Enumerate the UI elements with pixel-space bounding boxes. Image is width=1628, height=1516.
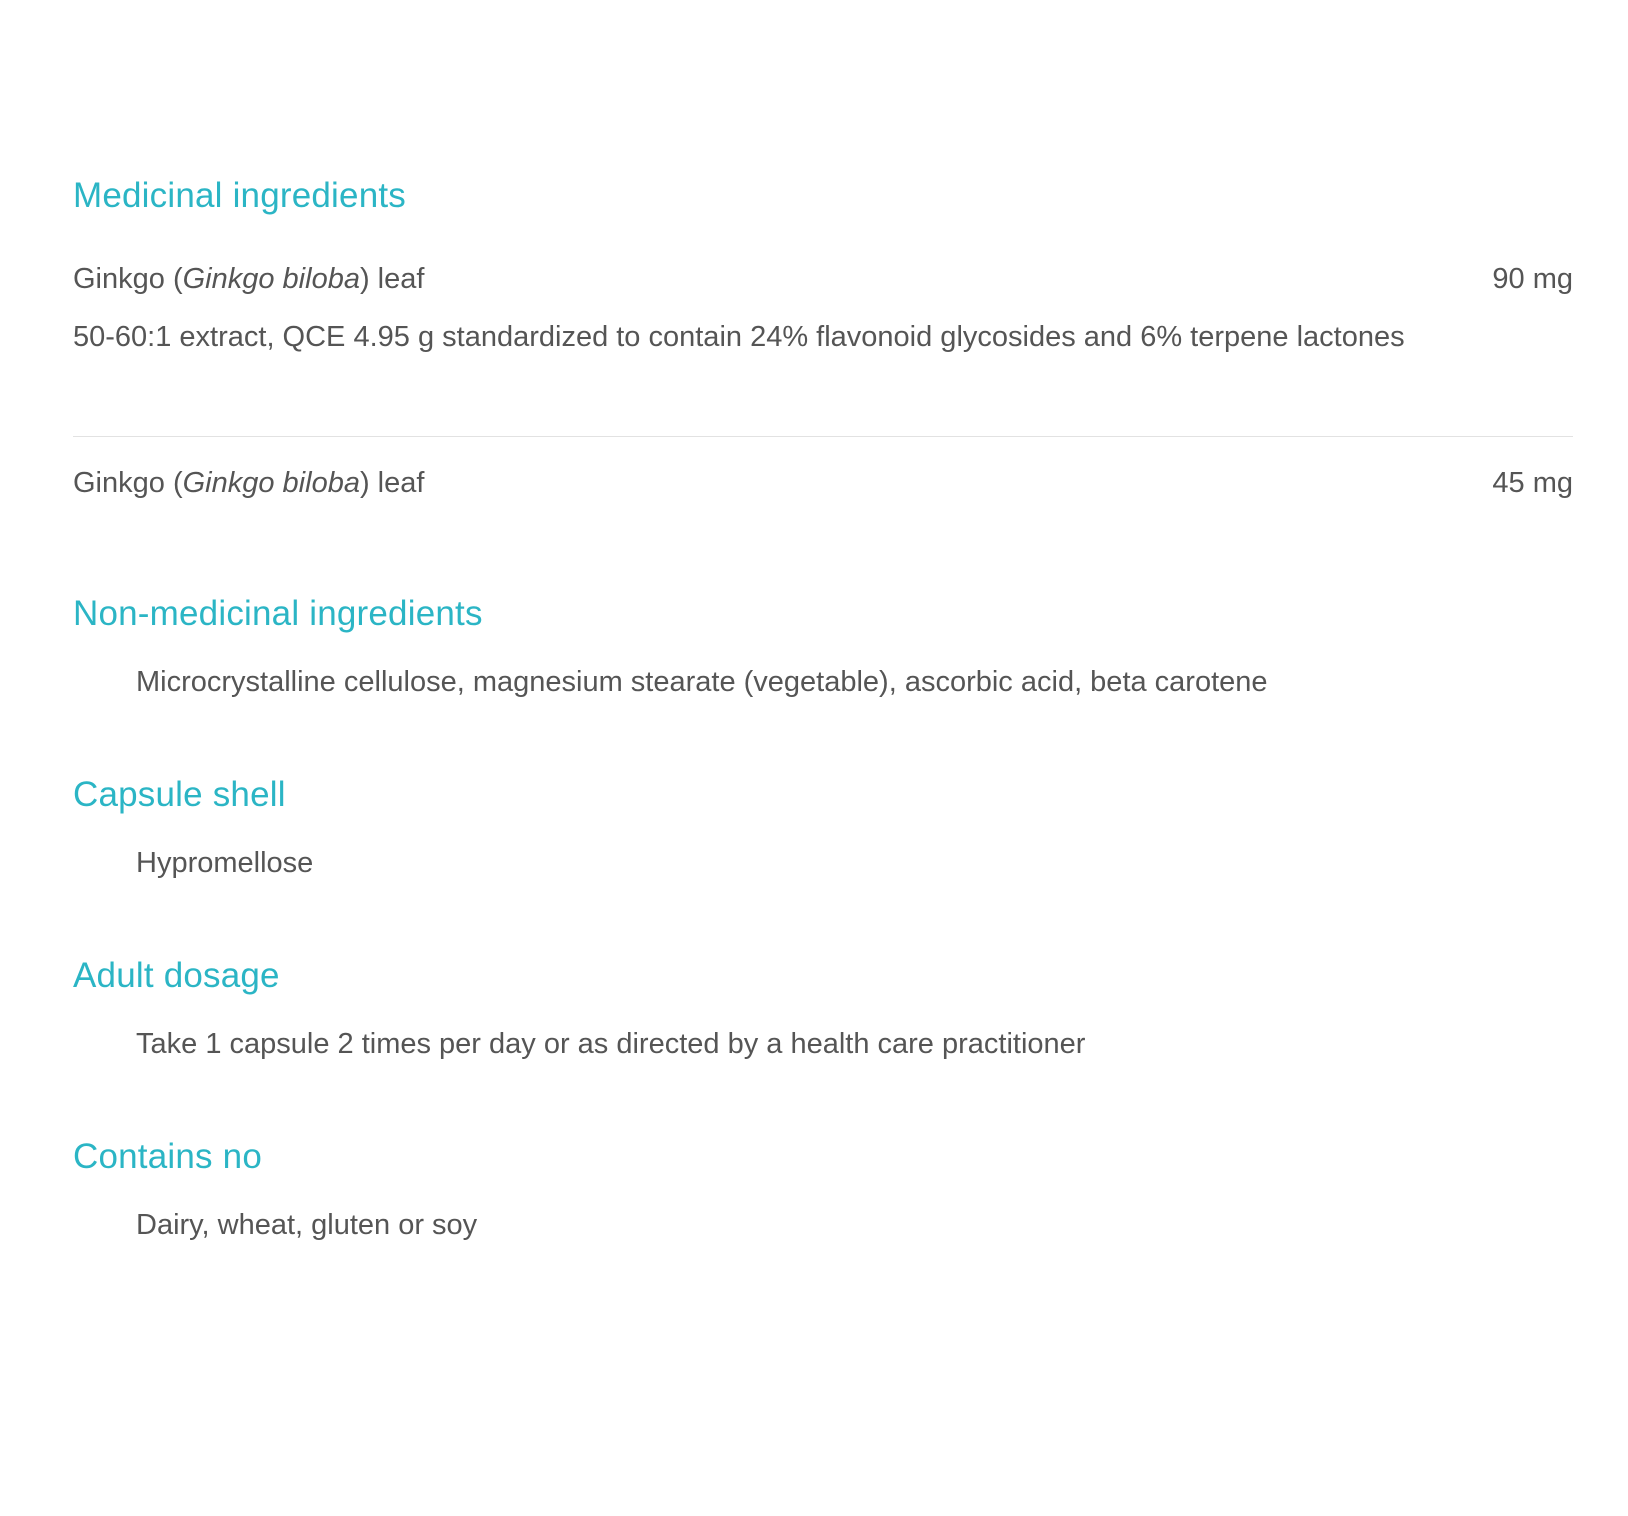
ingredient-name-prefix: Ginkgo ( — [73, 467, 183, 499]
ingredient-latin-name: Ginkgo biloba — [182, 467, 360, 499]
medicinal-ingredients-heading: Medicinal ingredients — [73, 176, 406, 215]
ingredient-row — [73, 454, 1573, 512]
capsule-shell-heading: Capsule shell — [73, 775, 286, 814]
adult-dosage-text: Take 1 capsule 2 times per day or as directed by a health care practitioner — [136, 1028, 1086, 1060]
adult-dosage-heading: Adult dosage — [73, 956, 280, 995]
contains-no-heading: Contains no — [73, 1137, 262, 1176]
non-medicinal-ingredients-heading: Non-medicinal ingredients — [73, 594, 483, 633]
ingredient-name-suffix: ) leaf — [359, 263, 425, 295]
ingredient-description: 50-60:1 extract, QCE 4.95 g standardized to contain 24% flavonoid glycosides and 6% terpene lactones — [73, 321, 1405, 353]
ingredient-latin-name: Ginkgo biloba — [182, 263, 360, 295]
ingredient-name — [73, 454, 1453, 512]
ingredient-name — [73, 250, 1453, 308]
ingredient-row — [73, 250, 1573, 366]
contains-no-text: Dairy, wheat, gluten or soy — [136, 1209, 478, 1241]
ingredient-divider — [73, 436, 1573, 437]
capsule-shell-text: Hypromellose — [136, 847, 314, 879]
ingredient-name-suffix: ) leaf — [359, 467, 425, 499]
non-medicinal-ingredients-text: Microcrystalline cellulose, magnesium stearate (vegetable), ascorbic acid, beta carotene — [136, 666, 1268, 698]
ingredient-amount: 45 mg — [1492, 467, 1573, 499]
ingredient-name-prefix: Ginkgo ( — [73, 263, 183, 295]
ingredient-amount: 90 mg — [1492, 263, 1573, 295]
